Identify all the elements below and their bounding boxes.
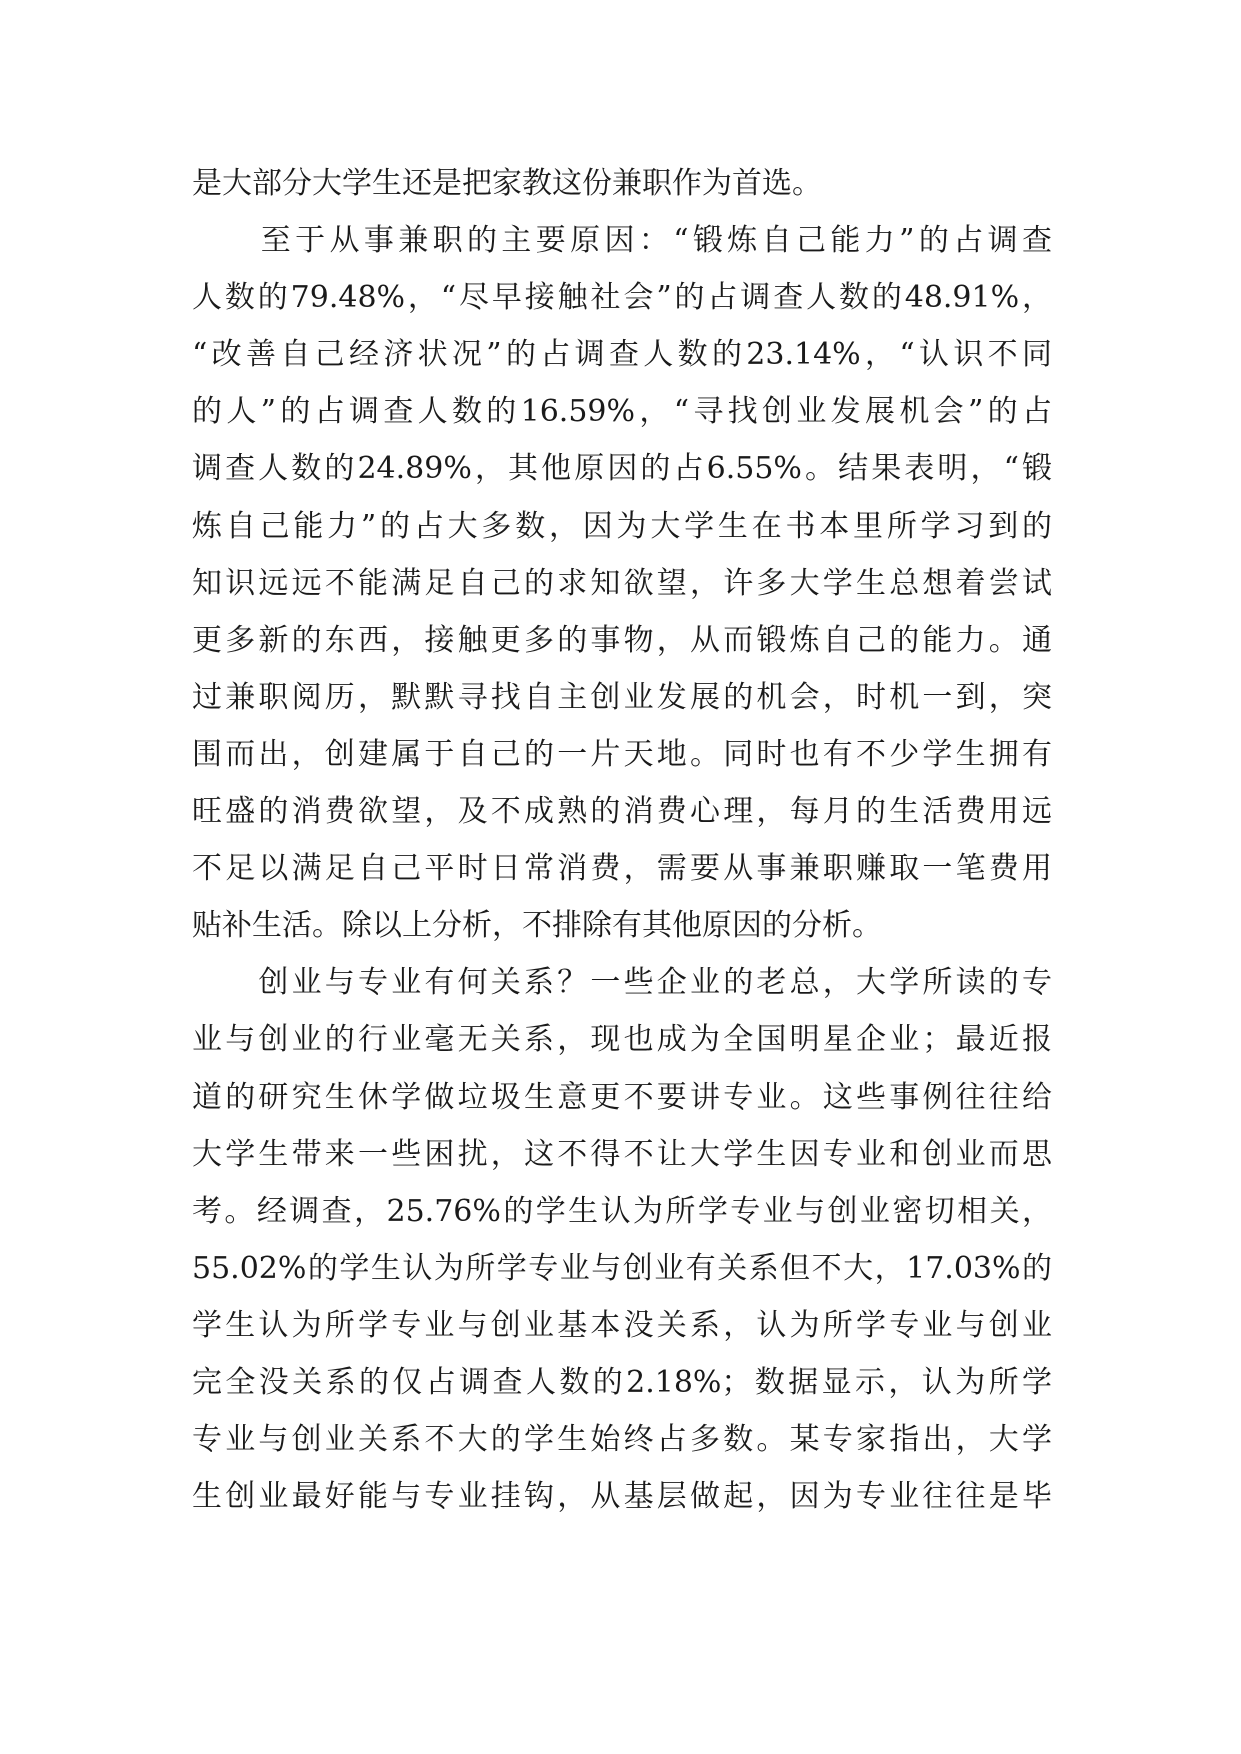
text-line: 考。经调查，25.76%的学生认为所学专业与创业密切相关，: [192, 1193, 1052, 1229]
text-line: 学生认为所学专业与创业基本没关系，认为所学专业与创业: [192, 1307, 1052, 1343]
text-line: 专业与创业关系不大的学生始终占多数。某专家指出，大学: [192, 1422, 1052, 1458]
text-line: 创业与专业有何关系？一些企业的老总，大学所读的专: [192, 965, 1052, 1001]
text-line: 的人”的占调查人数的16.59%，“寻找创业发展机会”的占: [192, 394, 1052, 430]
text-line: 道的研究生休学做垃圾生意更不要讲专业。这些事例往往给: [192, 1079, 1052, 1115]
text-line: 旺盛的消费欲望，及不成熟的消费心理，每月的生活费用远: [192, 794, 1052, 830]
text-line: 贴补生活。除以上分析，不排除有其他原因的分析。: [192, 908, 882, 944]
text-line: 更多新的东西，接触更多的事物，从而锻炼自己的能力。通: [192, 622, 1052, 658]
text-line: 调查人数的24.89%，其他原因的占6.55%。结果表明，“锻: [192, 451, 1052, 487]
text-line: 知识远远不能满足自己的求知欲望，许多大学生总想着尝试: [192, 565, 1052, 601]
text-line: 围而出，创建属于自己的一片天地。同时也有不少学生拥有: [192, 736, 1052, 772]
text-line: 是大部分大学生还是把家教这份兼职作为首选。: [192, 166, 822, 201]
text-line: 人数的79.48%，“尽早接触社会”的占调查人数的48.91%，: [192, 280, 1052, 316]
text-line: 过兼职阅历，默默寻找自主创业发展的机会，时机一到，突: [192, 679, 1052, 715]
text-line: 完全没关系的仅占调查人数的2.18%；数据显示，认为所学: [192, 1364, 1052, 1400]
text-line: 不足以满足自己平时日常消费，需要从事兼职赚取一笔费用: [192, 851, 1052, 887]
text-line: 业与创业的行业毫无关系，现也成为全国明星企业；最近报: [192, 1022, 1052, 1058]
text-line: 炼自己能力”的占大多数，因为大学生在书本里所学习到的: [192, 508, 1052, 544]
text-line: 大学生带来一些困扰，这不得不让大学生因专业和创业而思: [192, 1136, 1052, 1172]
text-line: 至于从事兼职的主要原因：“锻炼自己能力”的占调查: [192, 223, 1052, 259]
text-line: “改善自己经济状况”的占调查人数的23.14%，“认识不同: [192, 337, 1052, 373]
text-line: 生创业最好能与专业挂钩，从基层做起，因为专业往往是毕: [192, 1479, 1052, 1515]
text-line: 55.02%的学生认为所学专业与创业有关系但不大，17.03%的: [192, 1250, 1052, 1286]
body-text: [192, 155, 1052, 1525]
